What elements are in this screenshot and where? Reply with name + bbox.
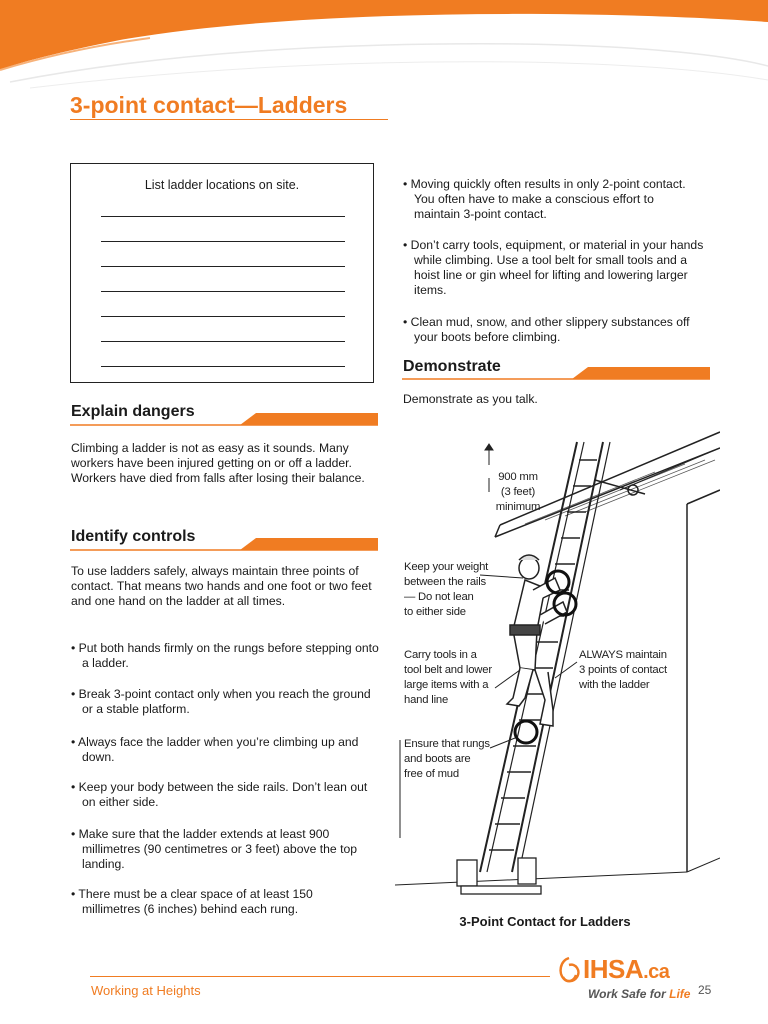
weight-label-line: between the rails bbox=[404, 576, 487, 588]
tools-label-line: hand line bbox=[404, 694, 449, 706]
list-item: • Always face the ladder when you’re climbing up and down. bbox=[71, 735, 359, 764]
blank-line[interactable] bbox=[101, 316, 345, 317]
list-item: • There must be a clear space of at least 150 millimetres (6 inches) behind each rung. bbox=[71, 887, 313, 916]
ladder-illustration bbox=[395, 420, 720, 910]
extension-label-line: 900 mm bbox=[498, 471, 538, 483]
blank-line[interactable] bbox=[101, 266, 345, 267]
list-item: • Clean mud, snow, and other slippery substances off your boots before climbing. bbox=[403, 315, 690, 344]
section-underline-graphic bbox=[70, 538, 378, 552]
footer-rule bbox=[90, 976, 550, 977]
weight-label-line: Keep your weight bbox=[404, 561, 489, 573]
tagline-prefix: Work Safe for bbox=[588, 987, 670, 1001]
logo-tagline bbox=[588, 987, 690, 1001]
contact-label-line: with the ladder bbox=[579, 679, 650, 691]
page-title: 3-point contact—Ladders bbox=[70, 92, 348, 118]
page-number: 25 bbox=[698, 983, 712, 997]
rungs-label-line: Ensure that rungs bbox=[404, 738, 490, 750]
illustration-caption: 3-Point Contact for Ladders bbox=[459, 914, 631, 929]
blank-line[interactable] bbox=[101, 241, 345, 242]
tools-label-line: large items with a bbox=[404, 679, 489, 691]
blank-line[interactable] bbox=[101, 216, 345, 217]
list-item: • Put both hands firmly on the rungs before stepping onto a ladder. bbox=[71, 641, 379, 670]
list-item: • Moving quickly often results in only 2-point contact. You often have to make a conscious effort to maintain 3-point contact. bbox=[403, 177, 686, 221]
logo-suffix: .ca bbox=[643, 961, 670, 983]
contact-label-line: ALWAYS maintain bbox=[579, 649, 667, 661]
demonstrate-text: Demonstrate as you talk. bbox=[403, 392, 538, 406]
tools-label-line: Carry tools in a bbox=[404, 649, 477, 661]
blank-line[interactable] bbox=[101, 366, 345, 367]
list-prompt: List ladder locations on site. bbox=[144, 178, 300, 192]
ladder-locations-box bbox=[70, 163, 374, 383]
blank-line[interactable] bbox=[101, 291, 345, 292]
logo-name: IHSA bbox=[583, 954, 644, 984]
extension-label-line: (3 feet) bbox=[500, 486, 536, 498]
list-item: • Make sure that the ladder extends at least 900 millimetres (90 centimetres or 3 feet) above the top landing. bbox=[71, 827, 358, 871]
section-underline-graphic bbox=[402, 367, 710, 381]
section-underline-graphic bbox=[70, 413, 378, 427]
explain-dangers-paragraph: Climbing a ladder is not as easy as it sounds. Many workers have been injured getting on or off a ladder. Workers have died from falls after losing their balance. bbox=[71, 441, 365, 485]
tagline-emphasis: Life bbox=[669, 987, 691, 1001]
demonstrate-heading: Demonstrate bbox=[403, 358, 501, 375]
rungs-label-line: free of mud bbox=[404, 768, 459, 780]
identify-controls-heading: Identify controls bbox=[71, 528, 196, 545]
rungs-label-line: and boots are bbox=[404, 753, 471, 765]
title-underline bbox=[70, 119, 388, 120]
extension-label-line: minimum bbox=[495, 501, 541, 513]
tools-label-line: tool belt and lower bbox=[404, 664, 492, 676]
ihsa-logo-icon bbox=[556, 955, 582, 987]
list-item: • Don’t carry tools, equipment, or material in your hands while climbing. Use a tool belt for small tools and a hoist line or gin wheel for lifting and lowering larger items. bbox=[403, 238, 704, 297]
ihsa-logo-wordmark[interactable] bbox=[583, 954, 669, 985]
identify-controls-intro: To use ladders safely, always maintain three points of contact. That means two hands and one foot or two feet and one hand on the ladder at all times. bbox=[71, 564, 372, 608]
explain-dangers-heading: Explain dangers bbox=[71, 403, 195, 420]
weight-label-line: — Do not lean bbox=[404, 591, 474, 603]
weight-label-line: to either side bbox=[404, 606, 466, 618]
list-item: • Keep your body between the side rails. Don’t lean out on either side. bbox=[71, 780, 368, 809]
contact-label-line: 3 points of contact bbox=[579, 664, 667, 676]
list-item: • Break 3-point contact only when you reach the ground or a stable platform. bbox=[71, 687, 371, 716]
footer-section-title: Working at Heights bbox=[91, 983, 201, 998]
blank-line[interactable] bbox=[101, 341, 345, 342]
